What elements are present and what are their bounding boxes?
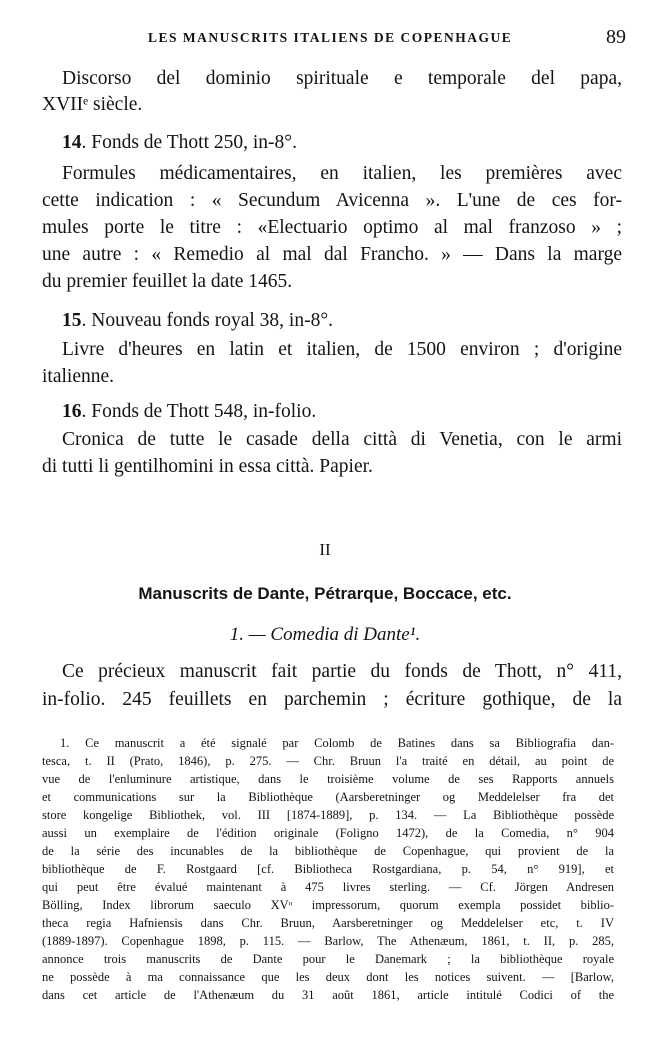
footnote-line: et communications sur la Bibliothèque (Aarsberetninger og Meddelelser fra det: [42, 790, 614, 804]
footnote-line: aussi un exemplaire de l'édition originale (Foligno 1472), de la Comedia, n° 904: [42, 826, 614, 840]
entry-14-heading: 14. Fonds de Thott 250, in-8°.: [62, 132, 297, 153]
section-numeral: II: [319, 540, 331, 559]
running-header: [42, 26, 628, 54]
footnote-line: annonce trois manuscrits de Dante pour le Danemark ; la bibliothèque royale: [42, 952, 614, 966]
entry-16-line: di tutti li gentilhomini in essa città. Papier.: [42, 456, 373, 477]
entry-14-line: Formules médicamentaires, en italien, les premières avec: [62, 163, 622, 184]
entry-15-line: Livre d'heures en latin et italien, de 1500 environ ; d'origine: [62, 339, 622, 360]
entry-14-line: du premier feuillet la date 1465.: [42, 271, 293, 292]
page-number: 89: [606, 26, 626, 48]
footnote-line: bibliothèque de F. Rostgaard [cf. Bibliotheca Rostgardiana, p. 54, n° 919], et: [42, 862, 614, 876]
entry-14-line: une autre : « Remedio al mal dal Francho. » — Dans la marge: [42, 244, 622, 265]
footnote-line: (1889-1897). Copenhague 1898, p. 115. — Barlow, The Athenæum, 1861, t. II, p. 285,: [42, 934, 614, 948]
entry-16-line: Cronica de tutte le casade della città di Venetia, con le armi: [62, 429, 622, 450]
entry-13-line-1: Discorso del dominio spirituale e temporale del papa,: [62, 68, 622, 89]
entry-14-number: 14: [62, 132, 82, 153]
section-body-line: Ce précieux manuscrit fait partie du fonds de Thott, n° 411,: [62, 661, 622, 682]
footnote-line: dans cet article de l'Athenæum du 31 août 1861, article intitulé Codici of the: [42, 988, 614, 1002]
footnote-line: 1. Ce manuscrit a été signalé par Colomb de Batines dans sa Bibliografia dan-: [60, 736, 614, 750]
section-body-line: in-folio. 245 feuillets en parchemin ; écriture gothique, de la: [42, 689, 622, 710]
entry-15-number: 15: [62, 310, 82, 331]
entry-15-line: italienne.: [42, 366, 115, 387]
entry-16-heading-text: Fonds de Thott 548, in-folio.: [91, 401, 317, 422]
footnote-line: de la série des incunables de la bibliothèque de Copenhague, qui provient de la: [42, 844, 614, 858]
section-title: Manuscrits de Dante, Pétrarque, Boccace, etc.: [138, 584, 512, 603]
footnote-line: store kongelige Bibliothek, vol. III [1874-1889], p. 134. — La Bibliothèque possède: [42, 808, 614, 822]
entry-14-heading-text: Fonds de Thott 250, in-8°.: [91, 132, 297, 153]
running-title: LES MANUSCRITS ITALIENS DE COPENHAGUE: [148, 30, 513, 45]
footnote-line: ne possède à ma connaissance que les deux dont les notices suivent. — [Barlow,: [42, 970, 614, 984]
footnote-line: vue de l'enluminure artistique, dans le troisième volume de ses Rapports annuels: [42, 772, 614, 786]
entry-14-line: cette indication : « Secundum Avicenna ». L'une de ces for-: [42, 190, 622, 211]
footnote-line: qui peut être évalué maintenant à 475 livres sterling. — Cf. Jörgen Andresen: [42, 880, 614, 894]
footnote-line: theca regia Hafniensis dans Chr. Bruun, Aarsberetninger og Meddelelser etc, t. IV: [42, 916, 614, 930]
entry-16-number: 16: [62, 401, 82, 422]
entry-15-heading-text: Nouveau fonds royal 38, in-8°.: [91, 310, 334, 331]
entry-16-heading: 16. Fonds de Thott 548, in-folio.: [62, 401, 317, 422]
entry-14-line: mules porte le titre : «Electuario optimo al mal franzoso » ;: [42, 217, 622, 238]
footnote-line: Bölling, Index librorum saeculo XVᵒ impressorum, quorum exempla possidet biblio-: [42, 898, 614, 912]
entry-15-heading: 15. Nouveau fonds royal 38, in-8°.: [62, 310, 334, 331]
section-subtitle: 1. — Comedia di Dante¹.: [229, 624, 421, 645]
entry-13-line-2: XVIIᵉ siècle.: [42, 94, 143, 115]
footnote-line: tesca, t. II (Prato, 1846), p. 275. — Chr. Bruun l'a traité en détail, au point de: [42, 754, 614, 768]
